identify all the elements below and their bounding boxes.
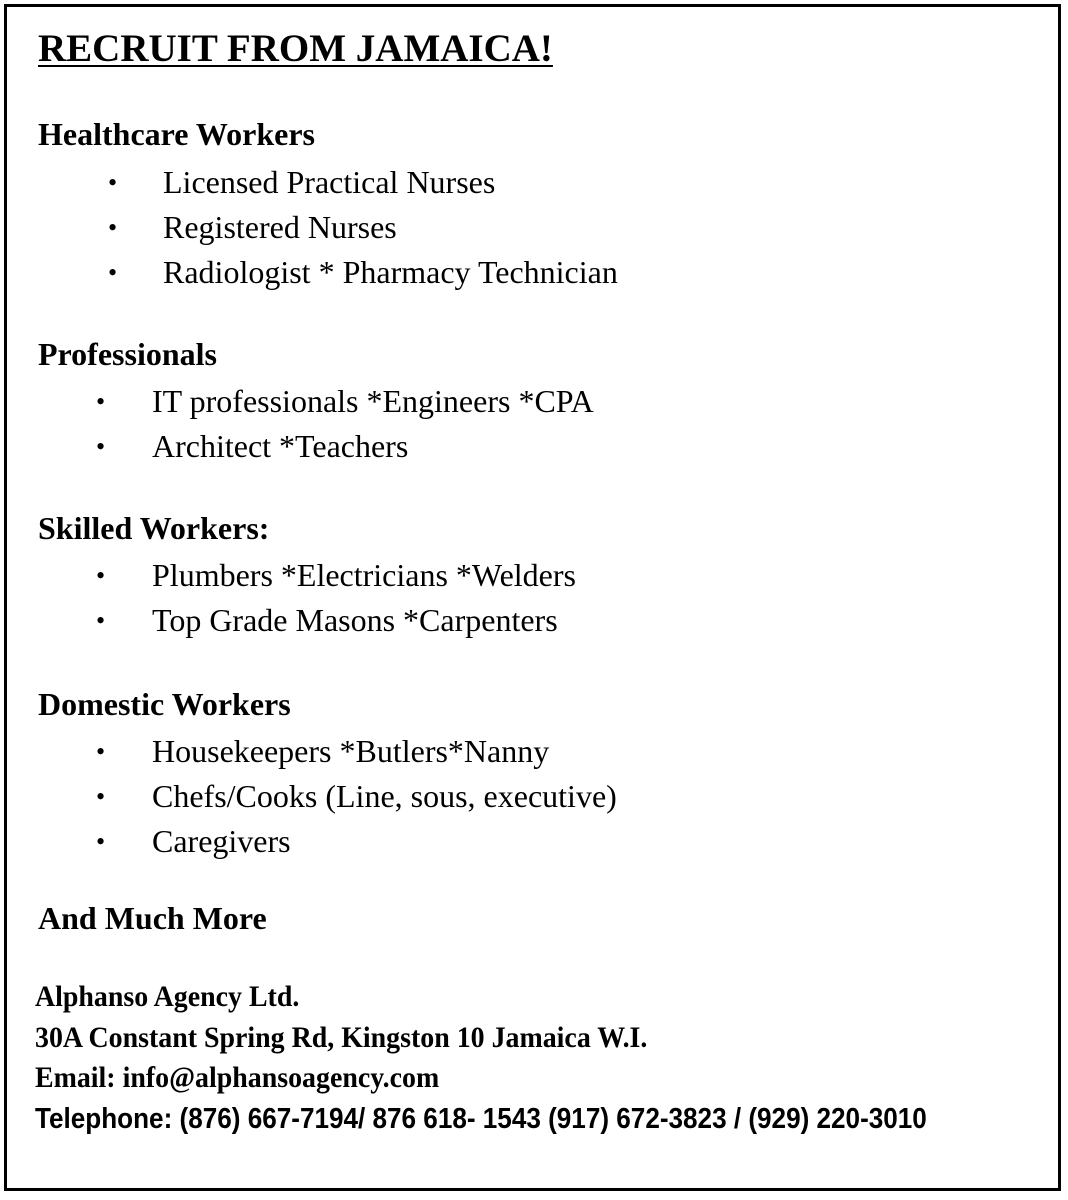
bullet-icon: • bbox=[96, 387, 106, 416]
section-heading-domestic: Domestic Workers bbox=[38, 686, 291, 722]
section-heading-skilled: Skilled Workers: bbox=[38, 510, 270, 546]
list-item-text: Top Grade Masons *Carpenters bbox=[152, 602, 558, 638]
list-item-text: Plumbers *Electricians *Welders bbox=[152, 557, 576, 593]
section-heading-healthcare: Healthcare Workers bbox=[38, 116, 315, 152]
list-item-text: Registered Nurses bbox=[163, 209, 397, 245]
bullet-icon: • bbox=[96, 606, 106, 635]
list-item bbox=[0, 250, 618, 295]
list-item-text: Caregivers bbox=[152, 823, 291, 859]
list-item bbox=[0, 774, 617, 819]
list-item bbox=[0, 729, 617, 774]
list-item bbox=[0, 205, 618, 250]
list-item bbox=[0, 553, 576, 598]
list-item bbox=[0, 379, 594, 424]
company-name: Alphanso Agency Ltd. bbox=[35, 980, 300, 1013]
list-item-text: Licensed Practical Nurses bbox=[163, 164, 496, 200]
list-item-text: Chefs/Cooks (Line, sous, executive) bbox=[152, 778, 617, 814]
bullet-icon: • bbox=[96, 432, 106, 461]
and-much-more: And Much More bbox=[38, 900, 267, 936]
list-item-text: IT professionals *Engineers *CPA bbox=[152, 383, 594, 419]
bullet-icon: • bbox=[108, 213, 118, 242]
list-item bbox=[0, 160, 618, 205]
list-skilled bbox=[0, 553, 576, 643]
company-address: 30A Constant Spring Rd, Kingston 10 Jamaica W.I. bbox=[35, 1021, 648, 1054]
list-item-text: Architect *Teachers bbox=[152, 428, 409, 464]
ad-title: RECRUIT FROM JAMAICA! bbox=[38, 27, 553, 70]
company-email: Email: info@alphansoagency.com bbox=[35, 1061, 440, 1094]
company-telephone: Telephone: (876) 667-7194/ 876 618- 1543 (917) 672-3823 / (929) 220-3010 bbox=[35, 1103, 927, 1135]
bullet-icon: • bbox=[96, 782, 106, 811]
list-item-text: Radiologist * Pharmacy Technician bbox=[163, 254, 618, 290]
list-item bbox=[0, 819, 617, 864]
bullet-icon: • bbox=[96, 737, 106, 766]
list-item bbox=[0, 598, 576, 643]
bullet-icon: • bbox=[108, 168, 118, 197]
bullet-icon: • bbox=[96, 561, 106, 590]
section-heading-professionals: Professionals bbox=[38, 336, 217, 372]
list-healthcare bbox=[0, 160, 618, 295]
list-professionals bbox=[0, 379, 594, 469]
list-domestic bbox=[0, 729, 617, 864]
list-item-text: Housekeepers *Butlers*Nanny bbox=[152, 733, 550, 769]
list-item bbox=[0, 424, 594, 469]
bullet-icon: • bbox=[96, 827, 106, 856]
bullet-icon: • bbox=[108, 258, 118, 287]
